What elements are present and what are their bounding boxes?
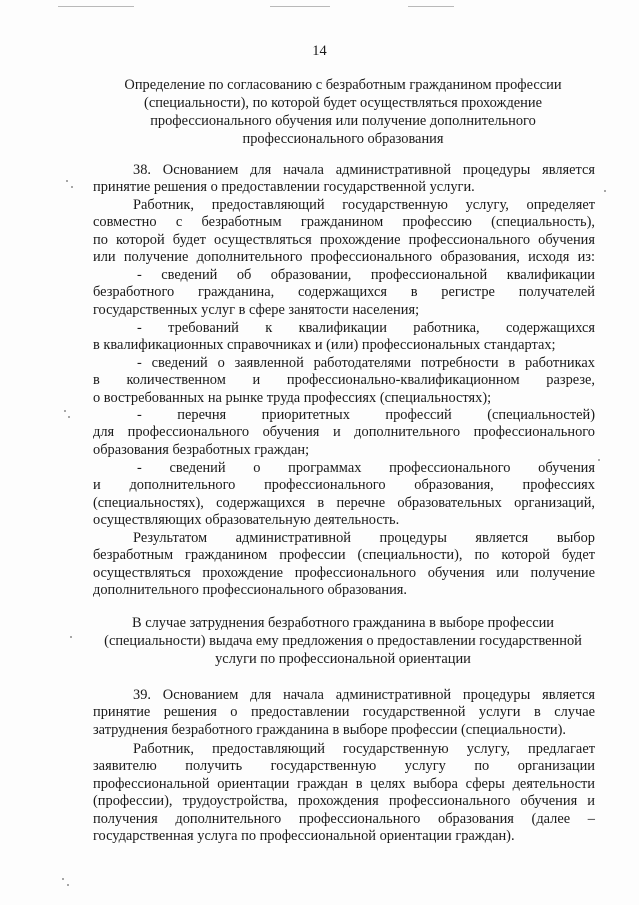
page-number: 14: [312, 43, 327, 59]
scan-speck: [70, 636, 72, 638]
scan-speck: [62, 878, 64, 880]
text-line: осуществляться прохождение профессионального обучения или получение: [93, 564, 595, 581]
text-line: профессиональной ориентации граждан в целях выбора сферы деятельности: [93, 775, 595, 792]
text-line: (специальностях), содержащихся в перечне образовательных организаций,: [93, 494, 595, 511]
text-line: - сведений об образовании, профессиональной квалификации: [137, 267, 595, 283]
text-line: 38. Основанием для начала административной процедуры является: [133, 162, 595, 178]
text-line: - сведений о программах профессионального обучения: [137, 460, 595, 476]
scan-speck: [598, 459, 600, 461]
text-line: и дополнительного профессионального образования, профессиях: [93, 477, 595, 494]
text-line: Работник, предоставляющий государственную услугу, определяет: [133, 197, 595, 213]
text-line: или получение дополнительного профессионального образования, исходя из:: [93, 249, 595, 266]
text-line: 39. Основанием для начала административной процедуры является: [133, 687, 595, 703]
text-line: заявителю получить государственную услугу по организации: [93, 758, 595, 775]
bullet-employer-demand: [93, 355, 595, 407]
bullet-priority-professions: [93, 407, 595, 459]
bullet-qualification-requirements: [93, 320, 595, 355]
text-line: совместно с безработным гражданином профессию (специальность),: [93, 214, 595, 231]
heading-line: Определение по согласованию с безработным гражданином профессии: [124, 77, 562, 93]
text-line: безработного гражданина, содержащихся в регистре получателей: [93, 284, 595, 301]
heading-line: В случае затруднения безработного гражданина в выборе профессии: [132, 615, 554, 631]
text-line: Работник, предоставляющий государственную услугу, предлагает: [133, 741, 595, 757]
text-line: - перечня приоритетных профессий (специальностей): [137, 407, 595, 423]
paragraph-39-worker: [93, 741, 595, 845]
scan-speck: [67, 884, 69, 886]
heading-line: (специальности), по которой будет осуществляться прохождение: [144, 95, 542, 111]
text-line: - требований к квалификации работника, содержащихся: [137, 320, 595, 336]
scan-line: [270, 6, 330, 7]
text-line: принятие решения о предоставлении государственной услуги.: [93, 179, 475, 196]
bullet-education-info: [93, 267, 595, 319]
text-line: - сведений о заявленной работодателями потребности в работниках: [137, 355, 595, 371]
scan-line: [408, 6, 454, 7]
text-line: затруднения безработного гражданина в выборе профессии (специальности).: [93, 721, 566, 738]
heading-line: (специальности) выдача ему предложения о предоставлении государственной: [104, 633, 582, 649]
text-line: принятие решения о предоставлении государственной услуги в случае: [93, 704, 595, 721]
text-line: дополнительного профессионального образования.: [93, 582, 407, 599]
bullet-training-programs: [93, 460, 595, 530]
scan-speck: [64, 410, 66, 412]
text-line: о востребованных на рынке труда профессиях (специальностях);: [93, 389, 492, 406]
scan-speck: [68, 416, 70, 418]
text-line: государственная услуга по профессиональной ориентации граждан).: [93, 828, 515, 845]
scan-speck: [71, 186, 73, 188]
text-line: образования безработных граждан;: [93, 441, 310, 458]
paragraph-39: [93, 687, 595, 739]
heading-line: услуги по профессиональной ориентации: [215, 651, 471, 667]
text-line: безработным гражданином профессии (специальности), по которой будет: [93, 547, 595, 564]
text-line: в количественном и профессионально-квалификационном разрезе,: [93, 372, 595, 389]
scan-line: [58, 6, 134, 7]
text-line: Результатом административной процедуры является выбор: [133, 530, 595, 546]
text-line: для профессионального обучения и дополнительного профессионального: [93, 424, 595, 441]
scan-speck: [604, 190, 606, 192]
text-line: (профессии), трудоустройства, прохождения профессионального обучения и: [93, 793, 595, 810]
section-heading-profession-choice: [88, 76, 598, 148]
paragraph-38-worker: [93, 197, 595, 267]
text-line: по которой будет осуществляться прохождение профессионального обучения: [93, 231, 595, 248]
text-line: государственных услуг в сфере занятости населения;: [93, 301, 420, 318]
text-line: получения дополнительного профессионального образования (далее –: [93, 810, 595, 827]
paragraph-38-result: [93, 530, 595, 600]
text-line: в квалификационных справочниках и (или) профессиональных стандартах;: [93, 337, 556, 354]
heading-line: профессионального обучения или получение дополнительного: [150, 113, 536, 129]
section-heading-vocational-guidance: [88, 614, 598, 668]
paragraph-38: [93, 162, 595, 197]
heading-line: профессионального образования: [242, 131, 444, 147]
scan-speck: [66, 180, 68, 182]
text-line: осуществляющих образовательную деятельность.: [93, 512, 400, 529]
